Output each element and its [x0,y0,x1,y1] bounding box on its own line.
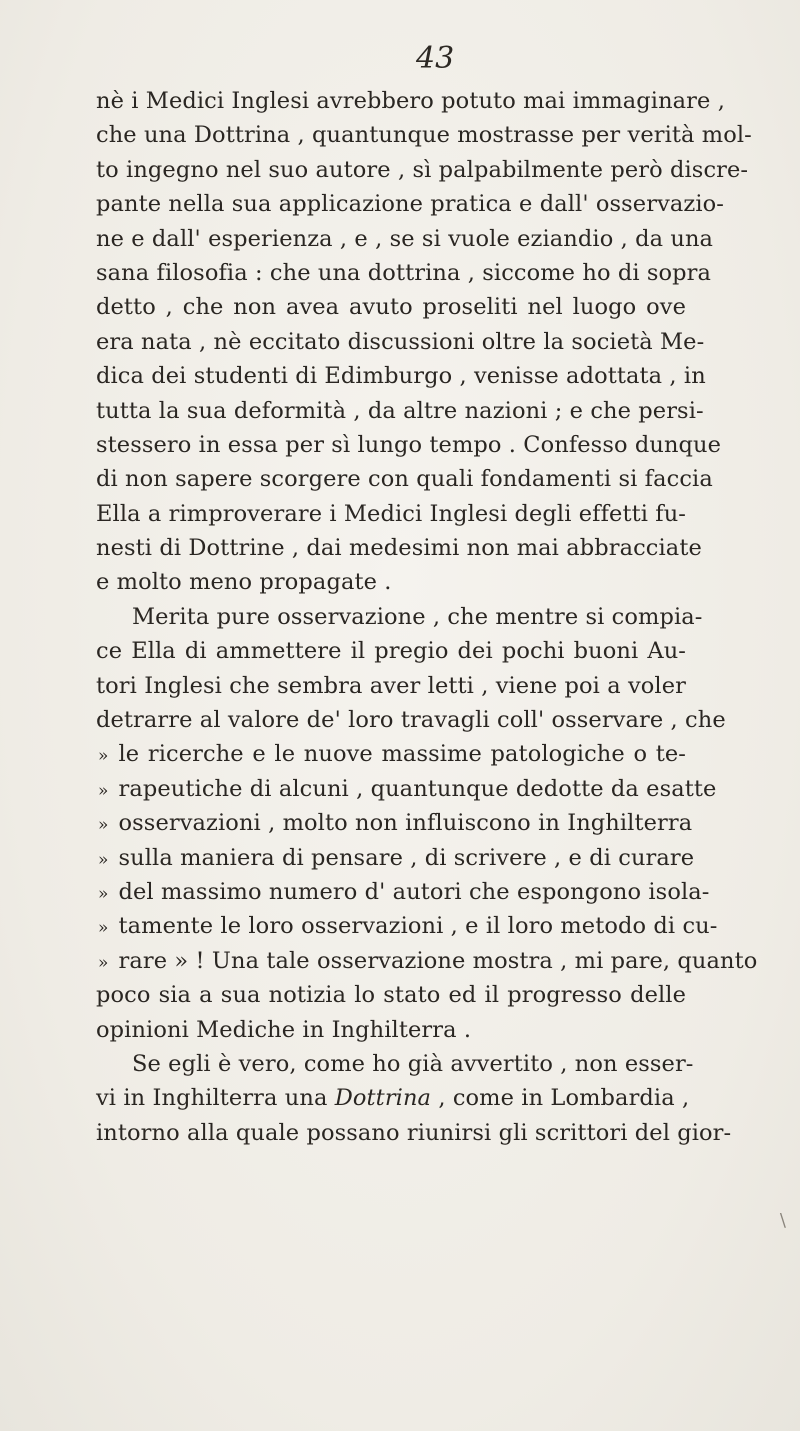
quote-mark: » [98,815,109,836]
quoted-text: tamente le loro osservazioni , e il loro metodo di cu- [118,913,718,940]
text-line: che una Dottrina , quantunque mostrasse per verità mol- [96,122,752,149]
quoted-line [96,875,710,909]
text-line: detto , che non avea avuto proseliti nel luogo ove [96,294,686,321]
text-line: sana filosofia : che una dottrina , siccome ho di sopra [96,259,712,286]
text-line: dica dei studenti di Edimburgo , venisse adottata , in [96,363,706,390]
italic-term: Dottrina [334,1085,432,1112]
text-line: Se egli è vero, come ho già avvertito , non esser- [132,1050,694,1077]
body-text [96,84,758,1150]
quote-mark: » [98,883,109,904]
text-line: ce Ella di ammettere il pregio dei pochi buoni Au- [96,638,686,665]
page-number: 43 [416,41,455,76]
text-line: nè i Medici Inglesi avrebbero potuto mai immaginare , [96,88,725,114]
text-line [96,1081,690,1115]
paragraph-3 [96,1047,732,1150]
quoted-text: rapeutiche di alcuni , quantunque dedotte da esatte [118,775,717,802]
quoted-text: rare » ! Una tale osservazione mostra , mi pare, quanto [118,947,758,974]
text-line: intorno alla quale possano riunirsi gli scrittori del gior- [96,1119,732,1146]
text-line: Ella a rimproverare i Medici Inglesi degli effetti fu- [96,500,687,527]
text-line: detrarre al valore de' loro travagli coll' osservare , che [96,707,726,734]
quote-mark: » [98,746,109,767]
quoted-line [96,841,695,875]
text-line: di non sapere scorgere con quali fondamenti si faccia [96,466,713,493]
paragraph-1 [96,84,752,600]
text-line: opinioni Mediche in Inghilterra . [96,1016,472,1043]
text-line: stessero in essa per sì lungo tempo . Confesso dunque [96,431,722,458]
text-line: era nata , nè eccitato discussioni oltre la società Me- [96,328,705,355]
paragraph-2 [96,600,758,1047]
text-line: poco sia a sua notizia lo stato ed il progresso delle [96,982,686,1009]
quoted-line [96,909,718,943]
text-line: e molto meno propagate . [96,569,392,596]
quoted-text: osservazioni , molto non influiscono in Inghilterra [118,810,693,837]
quoted-line [96,806,693,840]
quoted-text: del massimo numero d' autori che espongono isola- [118,878,710,905]
quoted-line [96,772,717,806]
text-line: ne e dall' esperienza , e , se si vuole eziandio , da una [96,225,714,252]
quoted-text: sulla maniera di pensare , di scrivere , e di curare [118,844,695,871]
text-run: vi in Inghilterra una [96,1085,335,1112]
text-line: to ingegno nel suo autore , sì palpabilmente però discre- [96,156,749,183]
quote-mark: » [98,849,109,870]
text-line: Merita pure osservazione , che mentre si compia- [132,603,703,630]
quote-mark: » [98,952,109,973]
margin-mark: \ [779,1210,786,1231]
text-run: , come in Lombardia , [431,1085,690,1112]
quoted-line [96,737,686,771]
text-line: nesti di Dottrine , dai medesimi non mai abbracciate [96,535,702,562]
quote-mark: » [98,918,109,939]
quoted-line [96,944,758,978]
text-line: tori Inglesi che sembra aver letti , viene poi a voler [96,672,686,699]
quote-mark: » [98,780,109,801]
quoted-text: le ricerche e le nuove massime patologiche o te- [118,741,686,768]
text-line: tutta la sua deformità , da altre nazioni ; e che persi- [96,397,704,424]
text-line: pante nella sua applicazione pratica e dall' osservazio- [96,191,724,218]
